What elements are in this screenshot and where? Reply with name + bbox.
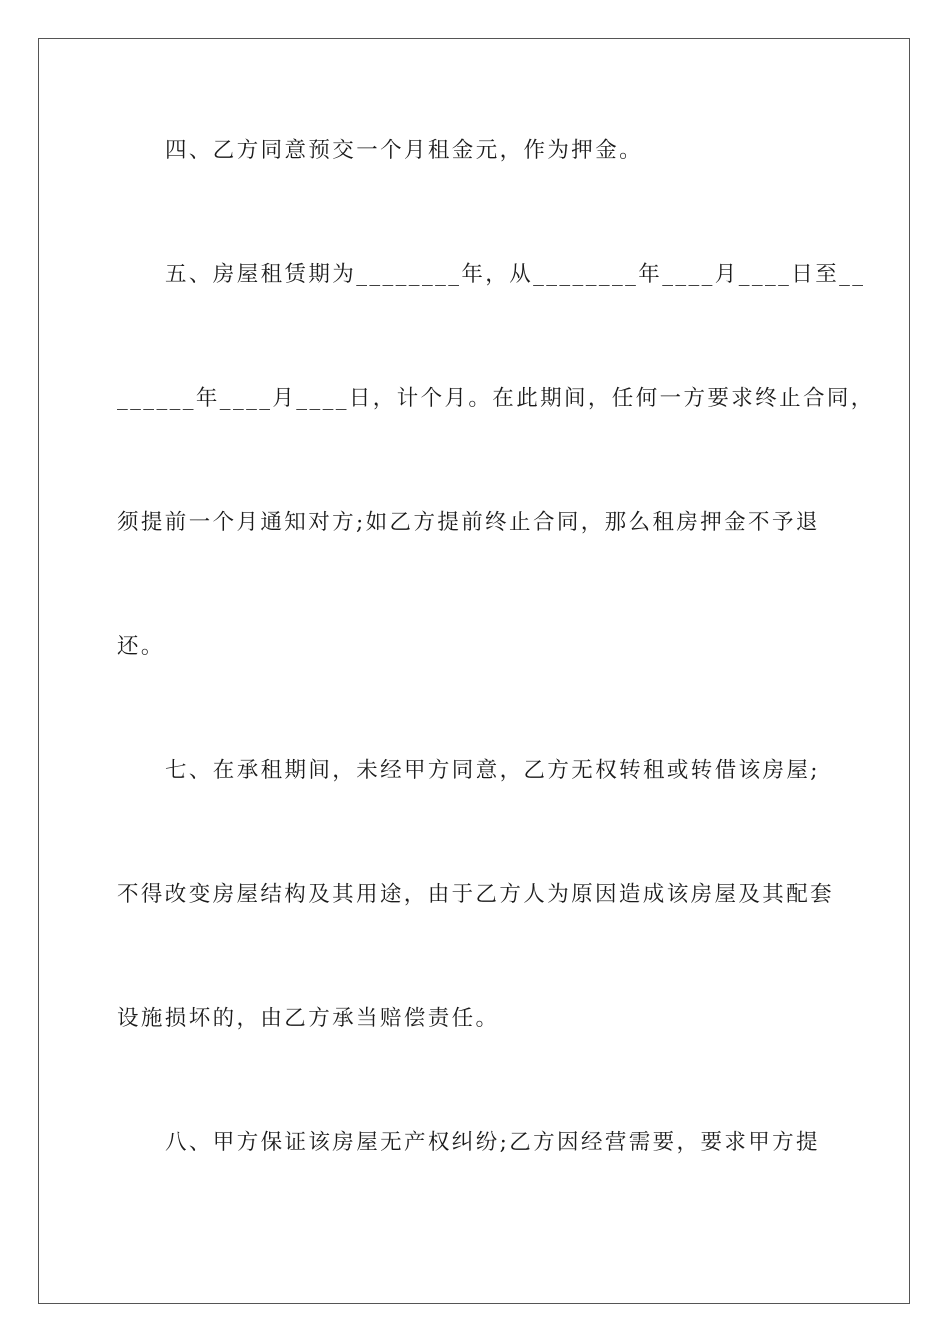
- clause-7-line-1: 七、在承租期间，未经甲方同意，乙方无权转租或转借该房屋;: [165, 758, 820, 783]
- clause-4-line-1: 四、乙方同意预交一个月租金元，作为押金。: [165, 138, 644, 163]
- clause-5-line-3: 须提前一个月通知对方;如乙方提前终止合同，那么租房押金不予退: [117, 510, 820, 535]
- clause-7-line-3: 设施损坏的，由乙方承当赔偿责任。: [117, 1006, 500, 1031]
- page-frame: [38, 38, 910, 1304]
- clause-8-line-1: 八、甲方保证该房屋无产权纠纷;乙方因经营需要，要求甲方提: [165, 1130, 820, 1155]
- clause-5-line-2: ______年____月____日，计个月。在此期间，任何一方要求终止合同，: [117, 386, 875, 411]
- clause-7-line-2: 不得改变房屋结构及其用途，由于乙方人为原因造成该房屋及其配套: [117, 882, 835, 907]
- clause-5-line-4: 还。: [117, 634, 165, 659]
- clause-5-line-1: 五、房屋租赁期为________年，从________年____月____日至__: [165, 262, 866, 287]
